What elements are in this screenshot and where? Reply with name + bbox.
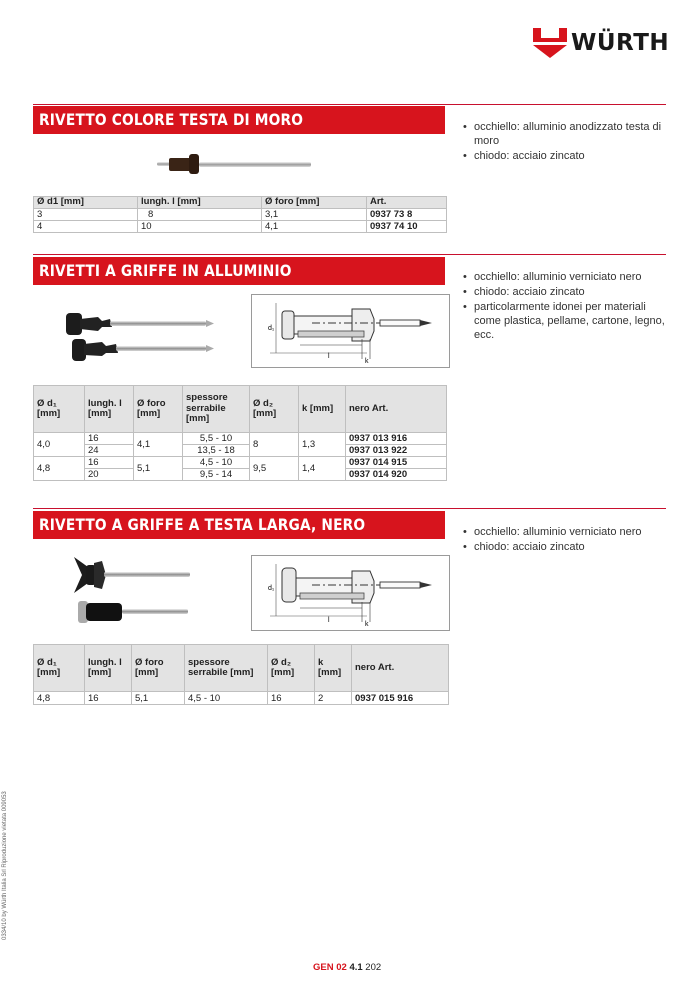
- bullet-item: • chiodo: acciaio zincato: [463, 540, 673, 554]
- bullet-item: • particolarmente idonei per materiali come plastica, pellame, cartone, legno, ecc.: [463, 300, 673, 342]
- section-1-table: [33, 196, 447, 233]
- footer-chapter: 4.1: [349, 962, 363, 973]
- bullet-item: • chiodo: acciaio zincato: [463, 285, 673, 299]
- section-3-table: [33, 644, 449, 705]
- table-header-row: Ø d₁ [mm] lungh. l [mm] Ø foro [mm] spessore serrabile [mm] Ø d₂ [mm] k [mm] nero Art.: [34, 386, 447, 433]
- section-1-title: RIVETTO COLORE TESTA DI MORO: [33, 106, 445, 134]
- wurth-logo-mark-icon: [533, 28, 567, 58]
- wurth-logo-text: WÜRTH: [571, 30, 670, 56]
- diagram-label-l: l: [328, 353, 330, 360]
- table-row: 4 10 4,1 0937 74 10: [34, 221, 447, 233]
- table-header-row: Ø d₁ [mm] lungh. l [mm] Ø foro [mm] spessore serrabile [mm] Ø d₂ [mm] k [mm] nero Art.: [34, 645, 449, 692]
- rivet-grip-aluminium-image: [62, 305, 217, 367]
- section-1-rule: [33, 104, 666, 105]
- table-row: 4,8 16 5,1 4,5 - 10 16 2 0937 015 916: [34, 692, 449, 705]
- rivet-brown-image: [155, 152, 315, 180]
- section-1-bullets: [463, 120, 673, 164]
- section-3-bullets: [463, 525, 673, 555]
- diagram-label-l: l: [328, 617, 330, 624]
- table-row: 4,8 16 5,1 4,5 - 10 9,5 1,4 0937 014 915: [34, 457, 447, 469]
- bullet-item: • occhiello: alluminio anodizzato testa di moro: [463, 120, 673, 148]
- copyright-side-note: 0334/10 by Würth Italia Srl Riproduzione vietata 009053: [2, 791, 8, 940]
- section-3-title: RIVETTO A GRIFFE A TESTA LARGA, NERO: [33, 511, 445, 539]
- page-footer: [313, 962, 381, 973]
- table-header-row: Ø d1 [mm] lungh. l [mm] Ø foro [mm] Art.: [34, 197, 447, 209]
- wurth-logo: [533, 28, 668, 60]
- footer-page-number: 202: [365, 962, 382, 973]
- diagram-label-d: d₁: [268, 325, 275, 332]
- table-row: 24 13,5 - 18 0937 013 922: [34, 445, 447, 457]
- bullet-item: • chiodo: acciaio zincato: [463, 149, 673, 163]
- section-2-rule: [33, 254, 666, 255]
- section-3-rule: [33, 508, 666, 509]
- rivet-wide-head-image: [68, 553, 196, 633]
- table-row: 20 9,5 - 14 0937 014 920: [34, 469, 447, 481]
- table-row: 3 8 3,1 0937 73 8: [34, 209, 447, 221]
- section-2-title: RIVETTI A GRIFFE IN ALLUMINIO: [33, 257, 445, 285]
- rivet-cross-section-diagram: [251, 294, 450, 368]
- footer-section: GEN 02: [313, 962, 347, 973]
- table-row: 4,0 16 4,1 5,5 - 10 8 1,3 0937 013 916: [34, 433, 447, 445]
- bullet-item: • occhiello: alluminio verniciato nero: [463, 270, 673, 284]
- diagram-label-d: d₁: [268, 585, 275, 592]
- diagram-label-k: k: [365, 358, 369, 365]
- bullet-item: • occhiello: alluminio verniciato nero: [463, 525, 673, 539]
- diagram-label-k: k: [365, 621, 369, 628]
- section-2-bullets: [463, 270, 673, 343]
- section-2-table: [33, 385, 447, 481]
- rivet-wide-head-cross-section-diagram: [251, 555, 450, 631]
